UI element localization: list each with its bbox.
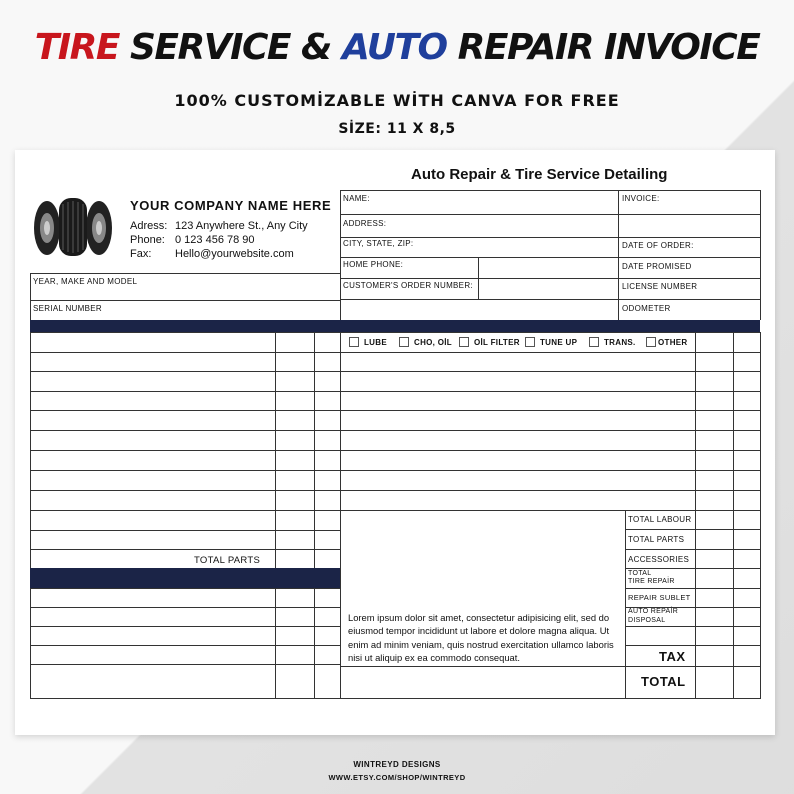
service-trans-label: TRANS. xyxy=(604,338,636,347)
terms-text: Lorem ipsum dolor sit amet, consectetur adipisicing elit, sed do eiusmod tempor incididunt ut labore et dolore magna aliqua. Ut enim ad minim veniam, quis nostrud exercitation ullamco laboris nisi ut aliquip ex ea commodo consequat. xyxy=(348,612,614,663)
field-city-label: CITY, STATE, ZIP: xyxy=(343,239,414,248)
invoice-doc-title: Auto Repair & Tire Service Detailing xyxy=(411,166,668,183)
field-name-label: NAME: xyxy=(343,194,370,203)
phone-label: Phone: xyxy=(130,234,165,246)
address-value: 123 Anywhere St., Any City xyxy=(175,220,308,232)
subtitle: 100% CUSTOMİZABLE WİTH CANVA FOR FREE xyxy=(174,91,620,110)
left-navy-bar xyxy=(30,568,340,588)
title-tire: TIRE xyxy=(34,27,119,68)
auto-repair-disposal-label-1: AUTO REPAİR xyxy=(628,608,679,615)
field-address-label: ADDRESS: xyxy=(343,219,387,228)
title-service: SERVICE & xyxy=(118,27,342,68)
checkbox-oil-filter[interactable] xyxy=(459,337,469,347)
address-label: Adress: xyxy=(130,220,168,232)
total-tire-repair-label-1: TOTAL xyxy=(628,570,652,577)
service-other-label: OTHER xyxy=(658,338,688,347)
checkbox-lube[interactable] xyxy=(349,337,359,347)
serial-number-label: SERIAL NUMBER xyxy=(33,304,102,313)
checkbox-cho-oil[interactable] xyxy=(399,337,409,347)
service-oil-filter-label: OİL FILTER xyxy=(474,338,520,347)
auto-repair-disposal-label-2: DISPOSAL xyxy=(628,617,666,624)
phone-value: 0 123 456 78 90 xyxy=(175,234,255,246)
fax-value: Hello@yourwebsite.com xyxy=(175,248,294,260)
field-odometer-label: ODOMETER xyxy=(622,304,671,313)
fax-label: Fax: xyxy=(130,248,152,260)
tax-label: TAX xyxy=(659,649,686,664)
title-repair-invoice: REPAIR INVOICE xyxy=(446,27,760,68)
field-invoice-label: INVOICE: xyxy=(622,194,660,203)
accessories-label: ACCESSORIES xyxy=(628,555,690,564)
checkbox-other[interactable] xyxy=(646,337,656,347)
title-auto: AUTO xyxy=(341,27,447,68)
footer-brand: WINTREYD DESIGNS xyxy=(353,760,441,769)
repair-sublet-label: REPAIR SUBLET xyxy=(628,593,691,602)
total-label: TOTAL xyxy=(641,674,686,689)
checkbox-trans[interactable] xyxy=(589,337,599,347)
service-tune-up-label: TUNE UP xyxy=(540,338,578,347)
footer-url[interactable]: WWW.ETSY.COM/SHOP/WINTREYD xyxy=(328,773,466,782)
field-date-of-order-label: DATE OF ORDER: xyxy=(622,241,694,250)
year-make-model-label: YEAR, MAKE AND MODEL xyxy=(33,277,138,286)
size-label: SİZE: 11 X 8,5 xyxy=(338,121,456,137)
service-cho-oil-label: CHO, OİL xyxy=(414,338,452,347)
total-labour-label: TOTAL LABOUR xyxy=(628,515,692,524)
service-lube-label: LUBE xyxy=(364,338,387,347)
total-parts-label: TOTAL PARTS xyxy=(628,535,685,544)
invoice-sheet xyxy=(15,150,775,735)
field-license-label: LICENSE NUMBER xyxy=(622,282,698,291)
checkbox-tune-up[interactable] xyxy=(525,337,535,347)
field-customer-order-label: CUSTOMER'S ORDER NUMBER: xyxy=(343,281,473,290)
field-date-promised-label: DATE PROMISED xyxy=(622,262,692,271)
total-tire-repair-label-2: TIRE REPAİR xyxy=(628,578,675,585)
section-divider-bar xyxy=(30,320,760,332)
page-title xyxy=(0,27,794,68)
left-total-parts-label: TOTAL PARTS xyxy=(194,555,261,566)
tires-icon xyxy=(33,194,115,258)
field-home-phone-label: HOME PHONE: xyxy=(343,260,404,269)
company-name: YOUR COMPANY NAME HERE xyxy=(130,198,332,213)
